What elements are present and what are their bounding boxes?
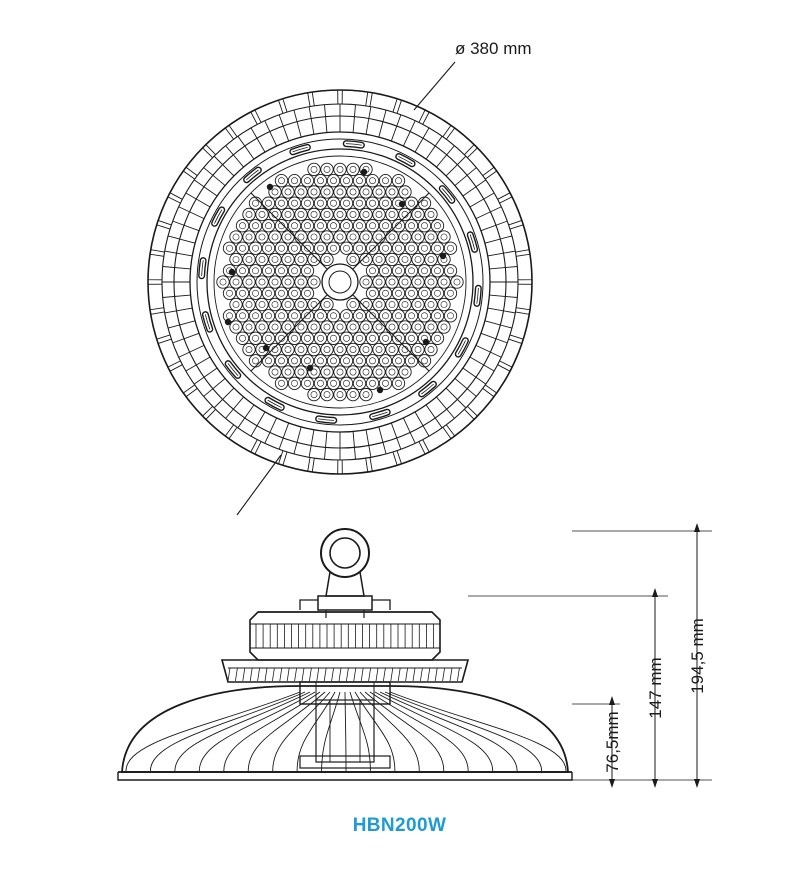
hook-shank xyxy=(326,572,364,596)
diameter-leader-line xyxy=(414,62,455,110)
dimension-body-height-label: 147 mm xyxy=(646,657,665,719)
driver-housing xyxy=(250,612,440,660)
side-view xyxy=(118,529,572,780)
dimension-lines xyxy=(468,531,712,780)
hook-ring-outer xyxy=(321,529,369,577)
hook-base-plate xyxy=(318,596,372,610)
driver-fins xyxy=(256,624,434,648)
dimension-diameter-label: ø 380 mm xyxy=(455,39,532,58)
dimension-overall-height-label: 194,5 mm xyxy=(688,618,707,694)
center-boss-inner xyxy=(329,271,351,293)
driver-top-edge xyxy=(300,600,390,610)
rim-leader-line xyxy=(237,455,281,515)
driver-housing-lines xyxy=(250,624,440,648)
model-name-label: HBN200W xyxy=(352,815,447,836)
dimension-lower-height-label: 76,5mm xyxy=(603,711,622,773)
hook-ring-inner xyxy=(330,538,360,568)
top-view xyxy=(148,62,532,515)
skirt-fins xyxy=(228,668,459,681)
reflector-rim xyxy=(118,772,572,780)
